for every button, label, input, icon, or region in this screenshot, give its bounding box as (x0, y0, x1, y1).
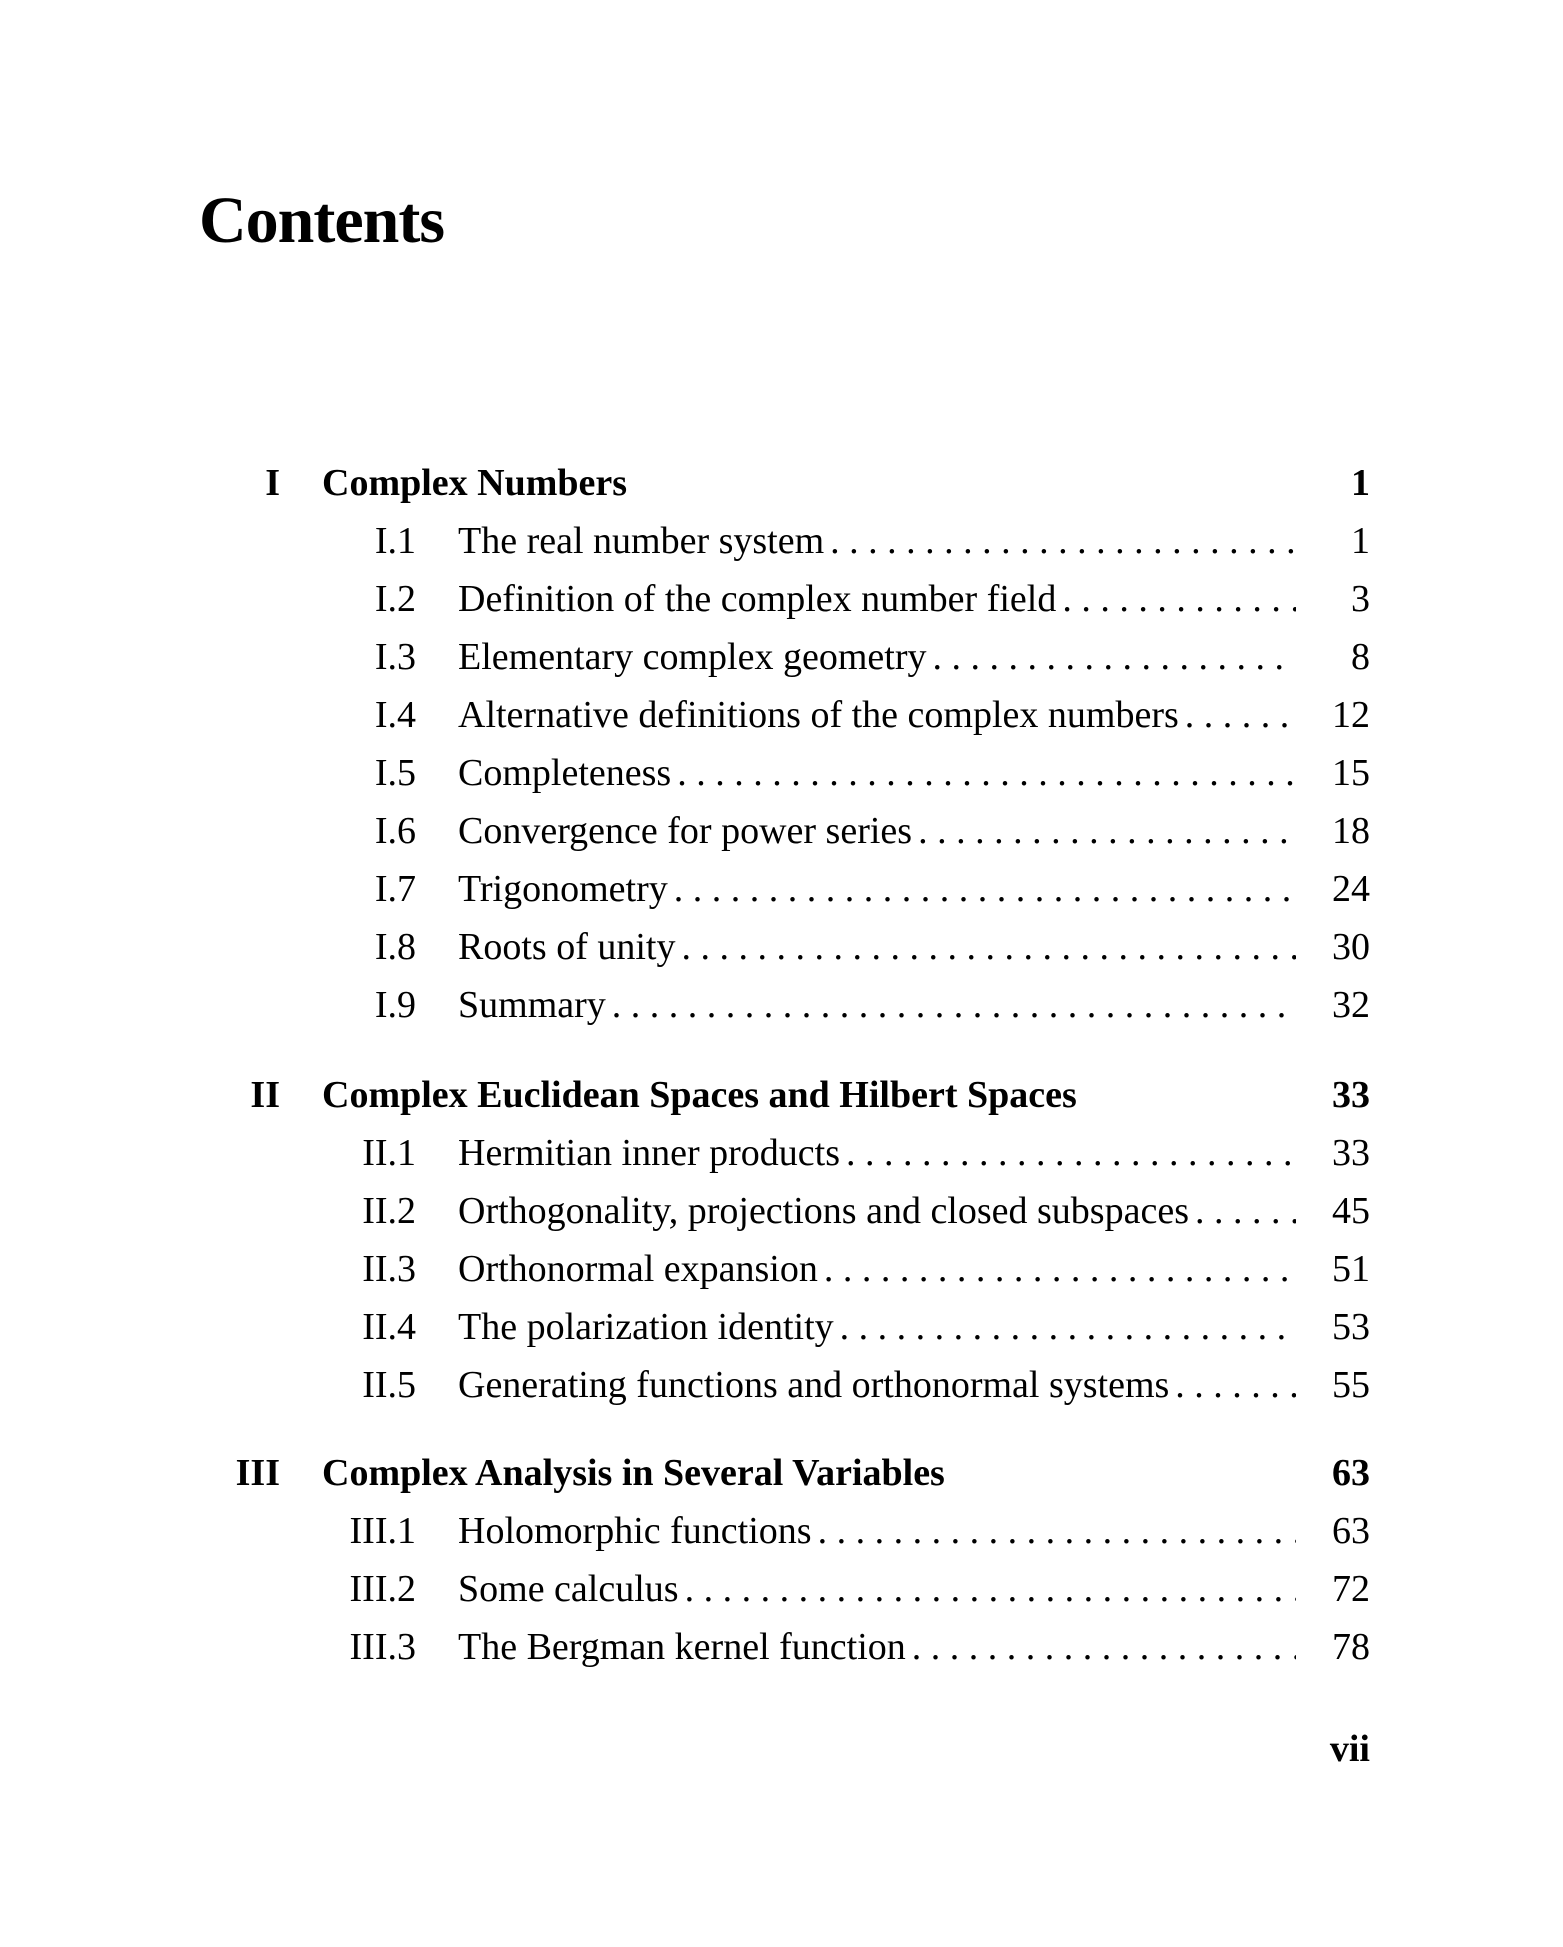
toc-section-entry[interactable] (0, 976, 1563, 1034)
section-title: Orthogonality, projections and closed subspaces (458, 1190, 1189, 1232)
section-page-number: 1 (1351, 520, 1370, 562)
section-title: Orthonormal expansion (458, 1248, 818, 1290)
section-page-number: 32 (1332, 984, 1370, 1026)
section-leader (458, 1124, 1296, 1182)
section-page-number: 3 (1351, 578, 1370, 620)
page-title: Contents (199, 184, 445, 257)
section-number: I.5 (374, 752, 416, 794)
section-leader (458, 802, 1296, 860)
section-title: Generating functions and orthonormal systems (458, 1364, 1170, 1406)
chapter-title: Complex Euclidean Spaces and Hilbert Spaces (322, 1074, 1077, 1116)
toc-section-entry[interactable] (0, 744, 1563, 802)
section-number: II.4 (362, 1306, 416, 1348)
section-title: Elementary complex geometry (458, 636, 927, 678)
section-page-number: 18 (1332, 810, 1370, 852)
section-number: III.3 (349, 1626, 416, 1668)
chapter-page-number: 1 (1351, 462, 1370, 504)
toc-section-entry[interactable] (0, 918, 1563, 976)
section-title: Holomorphic functions (458, 1510, 812, 1552)
chapter-number: I (265, 462, 280, 504)
section-title: The real number system (458, 520, 825, 562)
toc-section-entry[interactable] (0, 802, 1563, 860)
section-page-number: 55 (1332, 1364, 1370, 1406)
toc-chapter-entry[interactable] (0, 454, 1563, 512)
section-leader (458, 1618, 1296, 1676)
section-title: Summary (458, 984, 606, 1026)
section-title: Trigonometry (458, 868, 668, 910)
section-page-number: 8 (1351, 636, 1370, 678)
section-title: Completeness (458, 752, 672, 794)
chapter-title: Complex Analysis in Several Variables (322, 1452, 945, 1494)
chapter-number: III (235, 1452, 280, 1494)
section-number: I.6 (374, 810, 416, 852)
section-number: I.7 (374, 868, 416, 910)
section-number: III.2 (349, 1568, 416, 1610)
section-number: II.5 (362, 1364, 416, 1406)
toc-section-entry[interactable] (0, 512, 1563, 570)
toc-section-entry[interactable] (0, 860, 1563, 918)
section-number: II.2 (362, 1190, 416, 1232)
section-leader (458, 918, 1296, 976)
section-number: I.4 (374, 694, 416, 736)
chapter-number: II (250, 1074, 280, 1116)
section-leader (458, 860, 1296, 918)
toc-section-entry[interactable] (0, 628, 1563, 686)
section-leader (458, 744, 1296, 802)
section-title: Some calculus (458, 1568, 679, 1610)
section-page-number: 53 (1332, 1306, 1370, 1348)
section-number: II.3 (362, 1248, 416, 1290)
section-leader (458, 1240, 1296, 1298)
section-title: Alternative definitions of the complex numbers (458, 694, 1179, 736)
section-leader (458, 1298, 1296, 1356)
toc-section-entry[interactable] (0, 1240, 1563, 1298)
section-leader (458, 686, 1296, 744)
section-number: I.2 (374, 578, 416, 620)
section-leader (458, 1182, 1296, 1240)
page-folio: vii (1329, 1728, 1370, 1770)
section-title: Convergence for power series (458, 810, 913, 852)
toc-section-entry[interactable] (0, 1298, 1563, 1356)
section-page-number: 30 (1332, 926, 1370, 968)
section-page-number: 78 (1332, 1626, 1370, 1668)
section-number: III.1 (349, 1510, 416, 1552)
section-leader (458, 512, 1296, 570)
toc-chapter-entry[interactable] (0, 1066, 1563, 1124)
section-page-number: 72 (1332, 1568, 1370, 1610)
section-leader (458, 1560, 1296, 1618)
section-page-number: 45 (1332, 1190, 1370, 1232)
section-number: I.1 (374, 520, 416, 562)
toc-section-entry[interactable] (0, 1618, 1563, 1676)
toc-section-entry[interactable] (0, 686, 1563, 744)
section-leader (458, 570, 1296, 628)
section-title: Hermitian inner products (458, 1132, 841, 1174)
section-leader (458, 1356, 1296, 1414)
section-title: Roots of unity (458, 926, 676, 968)
section-page-number: 12 (1332, 694, 1370, 736)
chapter-title: Complex Numbers (322, 462, 628, 504)
toc-section-entry[interactable] (0, 1182, 1563, 1240)
section-number: I.9 (374, 984, 416, 1026)
section-leader (458, 976, 1296, 1034)
section-page-number: 15 (1332, 752, 1370, 794)
section-number: I.3 (374, 636, 416, 678)
toc-section-entry[interactable] (0, 1502, 1563, 1560)
section-page-number: 51 (1332, 1248, 1370, 1290)
toc-chapter-entry[interactable] (0, 1444, 1563, 1502)
section-number: II.1 (362, 1132, 416, 1174)
section-number: I.8 (374, 926, 416, 968)
section-leader (458, 628, 1296, 686)
section-page-number: 24 (1332, 868, 1370, 910)
toc-section-entry[interactable] (0, 1356, 1563, 1414)
section-page-number: 33 (1332, 1132, 1370, 1174)
toc-section-entry[interactable] (0, 1560, 1563, 1618)
section-page-number: 63 (1332, 1510, 1370, 1552)
section-title: Definition of the complex number field (458, 578, 1057, 620)
section-title: The Bergman kernel function (458, 1626, 906, 1668)
chapter-page-number: 33 (1332, 1074, 1370, 1116)
toc-section-entry[interactable] (0, 570, 1563, 628)
section-leader (458, 1502, 1296, 1560)
section-title: The polarization identity (458, 1306, 834, 1348)
chapter-page-number: 63 (1332, 1452, 1370, 1494)
toc-section-entry[interactable] (0, 1124, 1563, 1182)
